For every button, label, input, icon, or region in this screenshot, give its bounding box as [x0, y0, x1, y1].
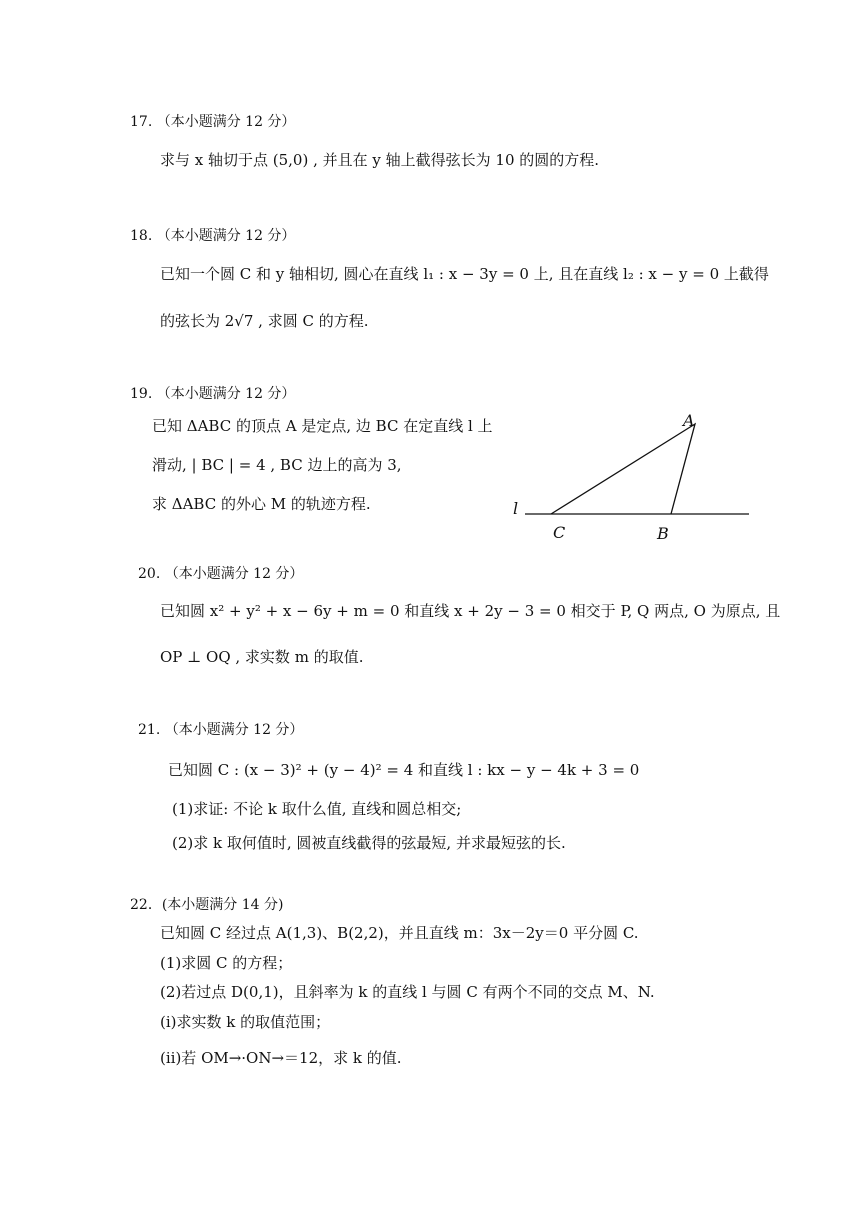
label-l: l — [513, 499, 519, 518]
problem-21-header: 21. （本小题满分 12 分） — [138, 722, 304, 738]
label-b: B — [657, 524, 669, 543]
problem-19-line-2: 滑动, | BC | = 4 , BC 边上的高为 3, — [152, 456, 402, 474]
problem-21-line-1: 已知圆 C : (x − 3)² + (y − 4)² = 4 和直线 l : kx − y − 4k + 3 = 0 — [168, 761, 640, 779]
problem-18-line-1: 已知一个圆 C 和 y 轴相切, 圆心在直线 l₁ : x − 3y = 0 上, 且在直线 l₂ : x − y = 0 上截得 — [160, 265, 769, 283]
problem-21-line-3: (2)求 k 取何值时, 圆被直线截得的弦最短, 并求最短弦的长. — [172, 834, 566, 852]
problem-21-line-2: (1)求证: 不论 k 取什么值, 直线和圆总相交; — [172, 800, 462, 818]
problem-22-line-1: 已知圆 C 经过点 A(1,3)、B(2,2)，并且直线 m：3x－2y＝0 平分圆 C. — [160, 924, 639, 942]
label-a: A — [683, 411, 695, 430]
triangle-figure — [505, 408, 765, 548]
problem-17-header: 17. （本小题满分 12 分） — [130, 114, 296, 130]
problem-19-header: 19. （本小题满分 12 分） — [130, 386, 296, 402]
problem-22-line-5: (ⅱ)若 OM→·ON→＝12，求 k 的值. — [160, 1049, 402, 1067]
label-c: C — [553, 523, 566, 542]
triangle-sides — [551, 424, 695, 514]
problem-20-line-1: 已知圆 x² + y² + x − 6y + m = 0 和直线 x + 2y − 3 = 0 相交于 P, Q 两点, O 为原点, 且 — [160, 602, 781, 620]
problem-17-line-1: 求与 x 轴切于点 (5,0) , 并且在 y 轴上截得弦长为 10 的圆的方程. — [160, 151, 600, 169]
problem-22-header: 22．(本小题满分 14 分) — [130, 897, 284, 913]
problem-22-line-4: (ⅰ)求实数 k 的取值范围； — [160, 1013, 331, 1031]
problem-19-line-3: 求 ΔABC 的外心 M 的轨迹方程. — [152, 495, 371, 513]
problem-18-line-2: 的弦长为 2√7 , 求圆 C 的方程. — [160, 312, 369, 330]
problem-20-header: 20. （本小题满分 12 分） — [138, 566, 304, 582]
problem-22-line-2: (1)求圆 C 的方程； — [160, 954, 293, 972]
problem-22-line-3: (2)若过点 D(0,1)，且斜率为 k 的直线 l 与圆 C 有两个不同的交点 M、N. — [160, 983, 655, 1001]
problem-20-line-2: OP ⊥ OQ , 求实数 m 的取值. — [160, 648, 364, 666]
problem-18-header: 18. （本小题满分 12 分） — [130, 228, 296, 244]
problem-19-line-1: 已知 ΔABC 的顶点 A 是定点, 边 BC 在定直线 l 上 — [152, 417, 493, 435]
